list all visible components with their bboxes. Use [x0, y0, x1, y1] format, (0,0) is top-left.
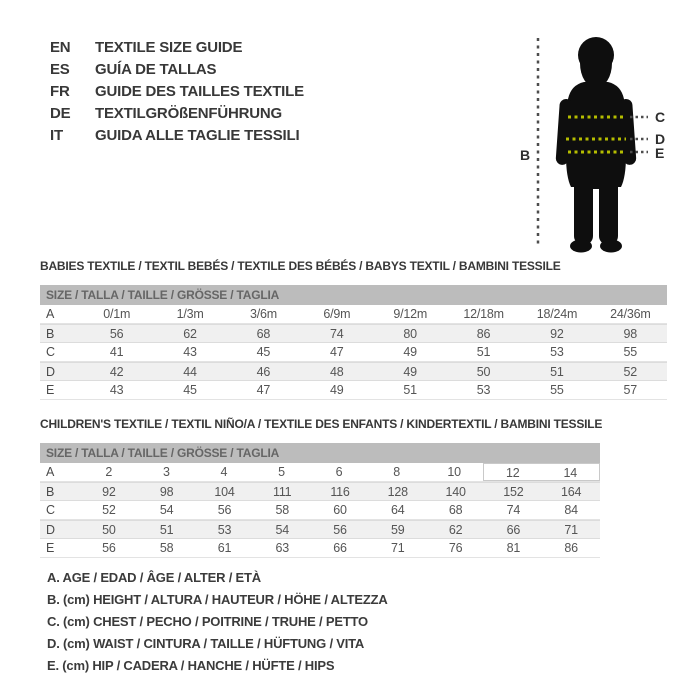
- children-table-section: [40, 417, 603, 558]
- size-cell: 86: [476, 327, 491, 341]
- row-label: A: [46, 307, 55, 321]
- language-list: [50, 37, 304, 147]
- row-label: D: [46, 365, 55, 379]
- language-code: EN: [50, 39, 71, 56]
- row-label: E: [46, 383, 55, 397]
- size-cell: 104: [214, 485, 235, 499]
- size-cell: 62: [183, 327, 197, 341]
- language-title: GUIDE DES TAILLES TEXTILE: [95, 83, 304, 100]
- babies-size-header: SIZE / TALLA / TAILLE / GRÖSSE / TAGLIA: [40, 285, 667, 305]
- size-cell: 66: [333, 541, 347, 555]
- size-cell: 76: [448, 541, 463, 555]
- size-cell: 60: [333, 503, 347, 517]
- row-label: C: [46, 345, 55, 359]
- size-cell: 59: [391, 523, 405, 537]
- measure-legend: [47, 567, 388, 677]
- legend-item-chest: C. (cm) CHEST / PECHO / POITRINE / TRUHE / PETTO: [47, 614, 368, 629]
- size-cell: 86: [564, 541, 578, 555]
- size-figure: [518, 25, 700, 265]
- language-row: [50, 81, 304, 103]
- waist-label: D: [655, 131, 665, 147]
- table-row: [40, 463, 600, 482]
- language-title: GUÍA DE TALLAS: [95, 61, 217, 78]
- size-cell: 8: [393, 465, 400, 479]
- size-cell: 55: [623, 345, 638, 359]
- size-cell: 164: [561, 485, 582, 499]
- babies-table-section: [40, 259, 667, 400]
- language-row: [50, 103, 304, 125]
- hip-label: E: [655, 145, 665, 161]
- size-cell: 24/36m: [610, 307, 651, 321]
- size-cell: 49: [403, 345, 417, 359]
- size-cell: 51: [403, 383, 417, 397]
- size-cell: 58: [159, 541, 174, 555]
- size-cell: 54: [159, 503, 174, 517]
- size-cell: 68: [256, 327, 271, 341]
- size-cell: 51: [159, 523, 174, 537]
- size-cell: 50: [476, 365, 491, 379]
- table-row: [40, 362, 667, 381]
- size-cell: 54: [275, 523, 289, 537]
- size-cell: 50: [102, 523, 116, 537]
- size-cell: 71: [391, 541, 405, 555]
- size-cell: 10: [447, 465, 461, 479]
- size-cell: 56: [109, 327, 124, 341]
- size-cell: 92: [102, 485, 116, 499]
- table-row: [40, 305, 667, 324]
- size-cell: 47: [330, 345, 344, 359]
- chest-label: C: [655, 109, 665, 125]
- size-cell: 57: [623, 383, 638, 397]
- size-cell: 68: [448, 503, 463, 517]
- size-cell: 92: [550, 327, 564, 341]
- child-silhouette: [518, 25, 700, 265]
- size-cell: 80: [403, 327, 417, 341]
- legend-item-age: A. AGE / EDAD / ÂGE / ALTER / ETÀ: [47, 570, 261, 585]
- size-cell: 43: [183, 345, 197, 359]
- children-size-table: [40, 463, 600, 558]
- table-row: [40, 520, 600, 539]
- table-row: [40, 482, 600, 501]
- size-cell: 5: [278, 465, 285, 479]
- row-label: E: [46, 541, 55, 555]
- size-cell: 51: [550, 365, 564, 379]
- size-cell: 81: [506, 541, 521, 555]
- size-cell: 53: [476, 383, 491, 397]
- children-table-title: CHILDREN'S TEXTILE / TEXTIL NIÑO/A / TEXTILE DES ENFANTS / KINDERTEXTIL / BAMBINI TESSILE: [40, 417, 603, 431]
- table-row: [40, 324, 667, 343]
- size-cell: 116: [330, 485, 350, 499]
- size-cell: 6: [335, 465, 343, 479]
- size-cell: 61: [217, 541, 232, 555]
- size-cell: 3: [162, 465, 170, 479]
- size-cell: 46: [256, 365, 271, 379]
- legend-item-height: B. (cm) HEIGHT / ALTURA / HAUTEUR / HÖHE / ALTEZZA: [47, 592, 388, 607]
- child-silhouette-body: [555, 37, 636, 253]
- legend-item-hip: E. (cm) HIP / CADERA / HANCHE / HÜFTE / HIPS: [47, 658, 335, 673]
- size-cell: 63: [275, 541, 289, 555]
- size-cell: 140: [445, 485, 466, 499]
- height-label: B: [520, 147, 530, 163]
- size-cell: 45: [256, 345, 271, 359]
- language-row: [50, 37, 304, 59]
- row-label: C: [46, 503, 55, 517]
- size-cell: 6/9m: [323, 307, 351, 321]
- size-cell: 98: [159, 485, 174, 499]
- size-cell: 48: [330, 365, 344, 379]
- language-code: ES: [50, 61, 70, 78]
- size-cell: 49: [330, 383, 344, 397]
- language-title: GUIDA ALLE TAGLIE TESSILI: [95, 127, 300, 144]
- row-label: B: [46, 485, 55, 499]
- language-title: TEXTILGRÖßENFÜHRUNG: [95, 105, 283, 122]
- size-cell: 47: [256, 383, 271, 397]
- size-cell: 53: [550, 345, 564, 359]
- size-cell: 66: [506, 523, 521, 537]
- size-cell: 52: [623, 365, 638, 379]
- row-label: A: [46, 465, 55, 479]
- row-label: D: [46, 523, 55, 537]
- language-row: [50, 59, 304, 81]
- size-cell: 0/1m: [103, 307, 131, 321]
- size-cell: 45: [183, 383, 197, 397]
- language-code: FR: [50, 83, 70, 100]
- size-cell: 52: [102, 503, 116, 517]
- size-cell: 56: [102, 541, 116, 555]
- babies-table-title: BABIES TEXTILE / TEXTIL BEBÉS / TEXTILE DES BÉBÉS / BABYS TEXTIL / BAMBINI TESSILE: [40, 259, 561, 273]
- size-cell: 74: [506, 503, 521, 517]
- size-cell: 111: [273, 485, 292, 499]
- language-title: TEXTILE SIZE GUIDE: [95, 39, 243, 56]
- size-cell: 84: [564, 503, 578, 517]
- size-cell: 12/18m: [463, 307, 504, 321]
- size-cell: 43: [109, 383, 124, 397]
- size-cell: 9/12m: [393, 307, 428, 321]
- table-row: [40, 501, 600, 520]
- size-cell: 12: [483, 463, 542, 481]
- size-cell: 2: [105, 465, 113, 479]
- size-cell: 98: [623, 327, 638, 341]
- table-row: [40, 381, 667, 400]
- children-size-header: SIZE / TALLA / TAILLE / GRÖSSE / TAGLIA: [40, 443, 600, 463]
- size-cell: 44: [183, 365, 197, 379]
- language-row: [50, 125, 304, 147]
- table-row: [40, 343, 667, 362]
- size-cell: 71: [564, 523, 578, 537]
- size-cell: 14: [542, 463, 601, 481]
- size-cell: 62: [448, 523, 463, 537]
- legend-item-waist: D. (cm) WAIST / CINTURA / TAILLE / HÜFTUNG / VITA: [47, 636, 365, 651]
- language-code: IT: [50, 127, 63, 144]
- babies-size-table: [40, 305, 667, 400]
- size-cell: 152: [503, 485, 524, 499]
- table-row: [40, 539, 600, 558]
- size-cell: 56: [217, 503, 232, 517]
- size-cell: 58: [275, 503, 289, 517]
- size-cell: 55: [550, 383, 564, 397]
- size-cell: 64: [391, 503, 405, 517]
- language-code: DE: [50, 105, 71, 122]
- size-cell: 56: [333, 523, 347, 537]
- size-cell: 42: [109, 365, 124, 379]
- size-cell: 53: [217, 523, 232, 537]
- size-cell: 41: [109, 345, 124, 359]
- size-cell: 18/24m: [536, 307, 578, 321]
- size-cell: 128: [387, 485, 408, 499]
- size-cell: 4: [220, 465, 228, 479]
- size-cell: 51: [476, 345, 491, 359]
- size-cell: 49: [403, 365, 417, 379]
- size-cell: 1/3m: [176, 307, 204, 321]
- row-label: B: [46, 327, 55, 341]
- size-cell: 74: [330, 327, 344, 341]
- size-cell: 3/6m: [249, 307, 277, 321]
